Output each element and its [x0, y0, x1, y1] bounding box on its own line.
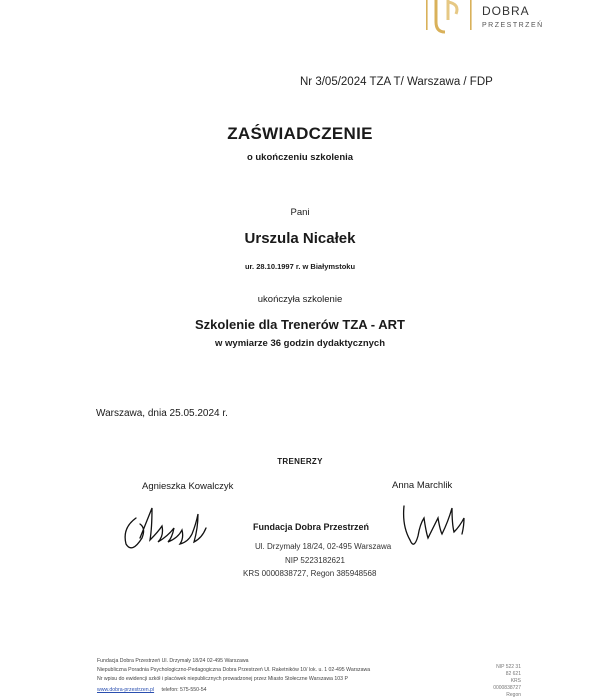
trainer-1-name: Agnieszka Kowalczyk	[142, 481, 234, 492]
completed-text: ukończyła szkolenie	[257, 294, 343, 305]
footer-line-1: Fundacja Dobra Przestrzeń Ul. Drzymały 18/24 02-495 Warszawa	[97, 658, 249, 664]
salutation: Pani	[290, 207, 310, 218]
document-number: Nr 3/05/2024 TZA T/ Warszawa / FDP	[300, 76, 493, 88]
document-subtitle: o ukończeniu szkolenia	[246, 152, 354, 163]
stamp-address: Ul. Drzymały 18/24, 02-495 Warszawa	[255, 542, 392, 551]
signature-1	[118, 498, 218, 558]
stamp-krs: KRS 0000838727, Regon 385948568	[243, 569, 377, 578]
stamp-nip: NIP 5223182621	[285, 556, 345, 565]
document-title: ZAŚWIADCZENIE	[227, 124, 373, 143]
footer-contact	[97, 687, 207, 693]
stamp-foundation: Fundacja Dobra Przestrzeń	[253, 522, 370, 532]
course-name: Szkolenie dla Trenerów TZA - ART	[195, 317, 405, 332]
signature-2	[398, 496, 478, 556]
place-date: Warszawa, dnia 25.05.2024 r.	[96, 408, 228, 419]
trainer-2-name: Anna Marchlik	[392, 480, 453, 491]
logo-subname: PRZESTRZEŃ	[482, 22, 544, 29]
trainers-heading: TRENERZY	[277, 457, 323, 466]
side-text-1: NIP 522 31	[496, 664, 521, 670]
side-text-2: 82 621	[505, 671, 521, 677]
side-text-3: KRS	[510, 678, 521, 684]
footer-line-3: Nr wpisu do ewidencji szkół i placówek niepublicznych prowadzonej przez Miasto Stołeczne Warszawa 103 P	[97, 676, 348, 682]
logo-name: DOBRA	[482, 4, 530, 18]
side-text-4: 0000838727	[493, 685, 521, 691]
footer-phone: telefon: 575-550-54	[161, 687, 207, 693]
logo-mark-icon	[426, 0, 476, 40]
recipient-name: Urszula Nicałek	[244, 230, 356, 247]
birth-info: ur. 28.10.1997 r. w Białymstoku	[244, 262, 356, 271]
logo	[426, 0, 576, 40]
footer-website-link[interactable]: www.dobra-przestrzen.pl	[97, 687, 155, 693]
footer-line-2: Niepubliczna Poradnia Psychologiczno-Pedagogiczna Dobra Przestrzeń Ul. Raketników 10/ lok. u. 1 02-495 Warszawa	[97, 667, 371, 673]
course-hours: w wymiarze 36 godzin dydaktycznych	[215, 338, 385, 349]
side-text-5: Regon	[506, 692, 521, 698]
